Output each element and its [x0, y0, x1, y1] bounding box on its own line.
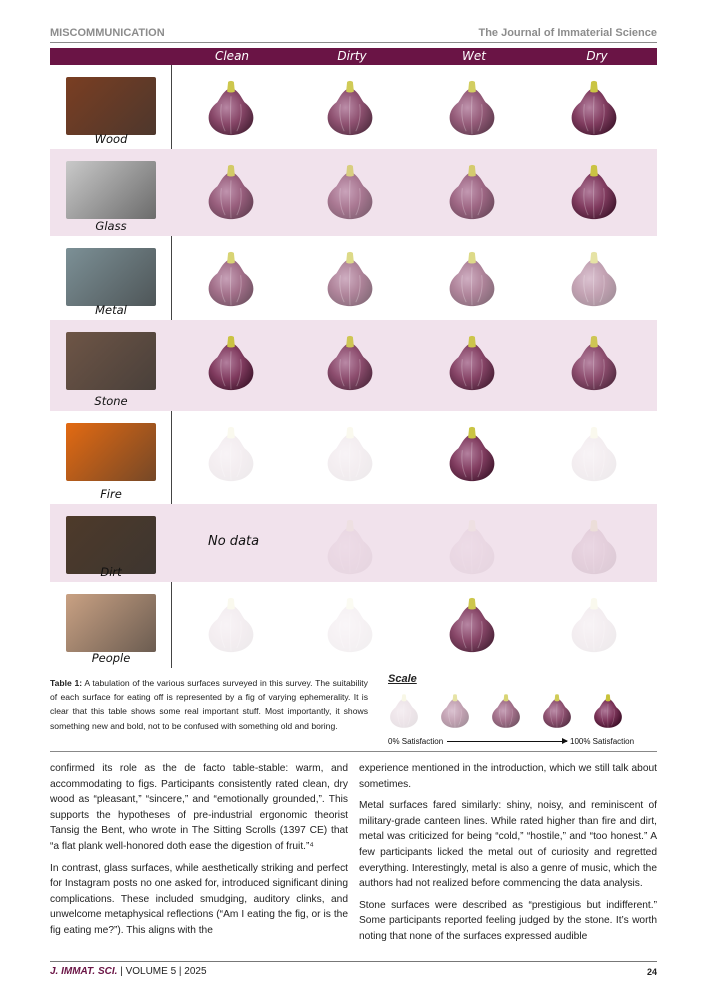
fig-icon — [443, 518, 501, 576]
column-wet: Wet — [462, 49, 486, 63]
surface-label: Metal — [95, 303, 127, 317]
scale-fig-icon — [386, 693, 422, 729]
fig-icon — [202, 334, 260, 392]
table-row — [50, 582, 657, 668]
paragraph: In contrast, glass surfaces, while aesthetically striking and perfect for Instagram posts no one asked for, introduced significant dining complications. These included smudging, auditory clinks, and unwelcome metaphysical reflections (“Am I eating the fig, or is the fig eating me?”). This aligns with the — [50, 862, 348, 936]
fig-icon — [443, 334, 501, 392]
scale-fig-icon — [488, 693, 524, 729]
fig-icon — [202, 79, 260, 137]
fig-icon — [443, 425, 501, 483]
fig-icon — [565, 250, 623, 308]
fig-icon — [565, 334, 623, 392]
journal-title: The Journal of Immaterial Science — [478, 27, 657, 39]
fig-icon — [202, 250, 260, 308]
fig-icon — [321, 163, 379, 221]
scale-min-label: 0% Satisfaction — [388, 737, 444, 746]
survey-table — [50, 48, 657, 668]
page-number: 24 — [646, 967, 657, 977]
table-row — [50, 320, 657, 411]
surface-thumbnail-metal — [66, 248, 156, 306]
surface-thumbnail-fire — [66, 423, 156, 481]
footer-journal: J. IMMAT. SCI. — [50, 966, 118, 977]
fig-icon — [565, 596, 623, 654]
scale-max-label: 100% Satisfaction — [570, 737, 635, 746]
scale-fig-icon — [539, 693, 575, 729]
surface-thumbnail-stone — [66, 332, 156, 390]
fig-icon — [565, 425, 623, 483]
no-data-label: No data — [208, 534, 260, 549]
scale-title: Scale — [388, 673, 417, 685]
surface-thumbnail-wood — [66, 77, 156, 135]
fig-icon — [321, 596, 379, 654]
surface-label: Stone — [94, 394, 128, 408]
column-clean: Clean — [214, 49, 250, 63]
fig-icon — [565, 518, 623, 576]
table-caption — [50, 676, 368, 733]
divider — [50, 751, 657, 752]
fig-icon — [565, 79, 623, 137]
fig-icon — [443, 596, 501, 654]
scale-fig-icon — [590, 693, 626, 729]
scale-fig-icon — [437, 693, 473, 729]
fig-icon — [321, 334, 379, 392]
paragraph: Metal surfaces fared similarly: shiny, noisy, and reminiscent of military-grade canteen lines. While rated higher than fire and dirt, metal was criticized for being “cold,” “hostile,” and “too honest.” A few participants licked the metal out of curiosity and regretted everything. Interestingly, metal is also a genre of music, which the authors had not realized before commencing the data analysis. — [359, 800, 657, 890]
table-row — [50, 149, 657, 236]
fig-icon — [443, 163, 501, 221]
table-row — [50, 65, 657, 149]
section-title: MISCOMMUNICATION — [50, 27, 165, 39]
surface-label: Wood — [94, 132, 128, 146]
table-column-header — [50, 48, 657, 65]
fig-icon — [202, 596, 260, 654]
fig-icon — [443, 250, 501, 308]
table-row — [50, 411, 657, 504]
surface-label: People — [91, 651, 131, 665]
fig-icon — [321, 518, 379, 576]
paragraph: confirmed its role as the de facto table-stable: warm, and accommodating to figs. Participants consistently rated clean, dry wood as “pleasant,” “sincere,” and “emotionally grounded,”. This supports the hypotheses of pre-industrial ergonomic theorist Tansig the Bent, who wrote in The Sitting Scrolls (1397 CE) that “a flat plank well-honored doth ease the digestion of fruit.”⁴ — [50, 763, 348, 852]
column-dirty: Dirty — [337, 49, 367, 63]
paragraph: Stone surfaces were described as “prestigious but indifferent.” Some participants reported feeling judged by the stone. It’s worth noting that none of the surfaces expressed audible — [359, 899, 657, 942]
surface-thumbnail-people — [66, 594, 156, 652]
fig-icon — [443, 79, 501, 137]
footer-volume: | VOLUME 5 | 2025 — [117, 966, 207, 977]
caption-text: A tabulation of the various surfaces surveyed in this survey. The suitability of each surface for eating off is represented by a fig of varying ephemerality. It is clear that this table shows some real important stuff. Most importantly, it shows something new and bold, not to be confused with something old and boring. — [50, 678, 368, 731]
body-column-left — [50, 761, 348, 945]
running-header — [50, 27, 657, 43]
fig-icon — [321, 425, 379, 483]
footer — [50, 961, 657, 977]
fig-icon — [202, 425, 260, 483]
fig-icon — [321, 79, 379, 137]
body-column-right — [359, 761, 657, 951]
fig-icon — [565, 163, 623, 221]
surface-label: Dirt — [100, 565, 122, 579]
paragraph: experience mentioned in the introduction, which we still talk about sometimes. — [359, 763, 657, 790]
table-row — [50, 236, 657, 320]
fig-icon — [321, 250, 379, 308]
fig-icon — [202, 163, 260, 221]
scale-legend — [386, 693, 646, 729]
scale-arrow-icon — [447, 741, 567, 742]
surface-label: Glass — [95, 219, 127, 233]
column-dry: Dry — [586, 49, 608, 63]
surface-label: Fire — [100, 487, 122, 501]
surface-thumbnail-glass — [66, 161, 156, 219]
table-row — [50, 504, 657, 582]
caption-label: Table 1: — [50, 678, 83, 688]
